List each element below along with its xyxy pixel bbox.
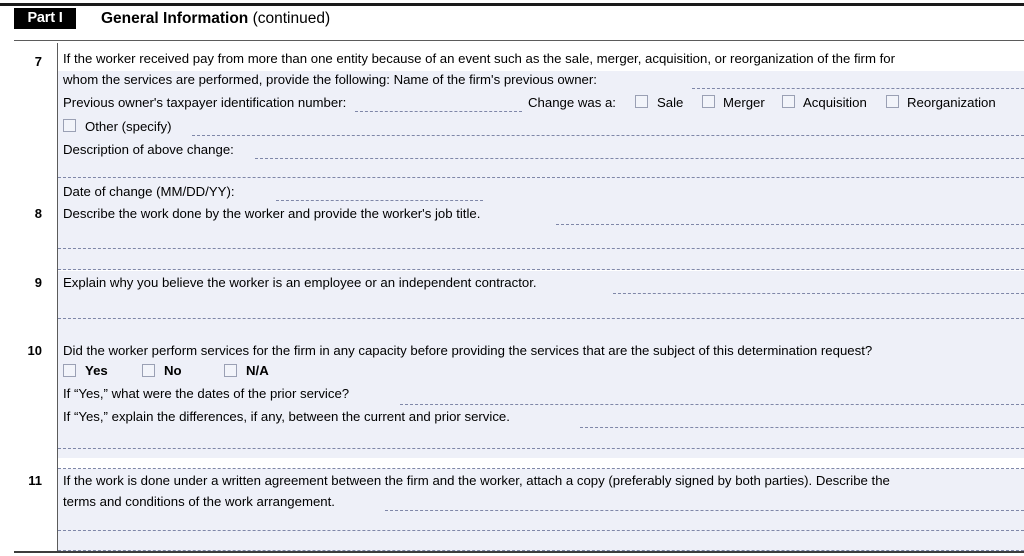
input-line-item-10-sub1[interactable] bbox=[400, 404, 1024, 405]
input-line-item-9-2[interactable] bbox=[58, 318, 1024, 319]
field-shade-8-row2 bbox=[58, 228, 1024, 270]
item-9-text-line1: Explain why you believe the worker is an employee or an independent contractor. bbox=[63, 275, 537, 290]
label-description-of-change: Description of above change: bbox=[63, 142, 234, 157]
label-change-other: Other (specify) bbox=[85, 119, 172, 134]
item-number-8: 8 bbox=[34, 206, 42, 221]
checkbox-prior-service-no[interactable] bbox=[142, 364, 155, 377]
item-7-text-line1: If the worker received pay from more than one entity because of an event such as the sale, merger, acquisition, or reorganization of the firm for bbox=[63, 51, 895, 66]
page-title bbox=[101, 8, 330, 29]
label-change-reorganization: Reorganization bbox=[907, 95, 996, 110]
item-8-text-line1: Describe the work done by the worker and provide the worker's job title. bbox=[63, 206, 481, 221]
label-previous-owner-tin: Previous owner's taxpayer identification number: bbox=[63, 95, 347, 110]
item-number-9: 9 bbox=[34, 275, 42, 290]
part-header bbox=[0, 8, 1024, 36]
label-change-sale: Sale bbox=[657, 95, 684, 110]
input-line-date-of-change[interactable] bbox=[276, 200, 483, 201]
input-line-item-10-sub2-1[interactable] bbox=[580, 427, 1024, 428]
item-number-7: 7 bbox=[34, 54, 42, 69]
input-line-item-8-3[interactable] bbox=[58, 269, 1024, 270]
checkbox-change-acquisition[interactable] bbox=[782, 95, 795, 108]
label-change-merger: Merger bbox=[723, 95, 765, 110]
input-line-description-of-change-2[interactable] bbox=[58, 177, 1024, 178]
input-line-item-10-sub2-2[interactable] bbox=[58, 448, 1024, 449]
input-line-item-8-2[interactable] bbox=[58, 248, 1024, 249]
label-item-10-sub2: If “Yes,” explain the differences, if any, between the current and prior service. bbox=[63, 409, 510, 424]
input-line-item-9-1[interactable] bbox=[613, 293, 1024, 294]
input-line-item-11-2[interactable] bbox=[58, 530, 1024, 531]
label-change-was-a: Change was a: bbox=[528, 95, 616, 110]
bottom-border-rule bbox=[14, 551, 1024, 553]
label-prior-service-yes: Yes bbox=[85, 363, 108, 378]
label-date-of-change: Date of change (MM/DD/YY): bbox=[63, 184, 235, 199]
label-prior-service-no: No bbox=[164, 363, 182, 378]
item-10-text-line1: Did the worker perform services for the firm in any capacity before providing the services that are the subject of this determination request? bbox=[63, 343, 873, 358]
item-number-10: 10 bbox=[27, 343, 42, 358]
input-line-item-11-1[interactable] bbox=[385, 510, 1024, 511]
checkbox-prior-service-na[interactable] bbox=[224, 364, 237, 377]
checkbox-change-reorganization[interactable] bbox=[886, 95, 899, 108]
label-item-10-sub1: If “Yes,” what were the dates of the prior service? bbox=[63, 386, 350, 401]
form-body bbox=[0, 43, 1024, 553]
input-line-item-8-1[interactable] bbox=[556, 224, 1024, 225]
part-number-tag: Part I bbox=[14, 8, 76, 29]
header-separator-rule bbox=[14, 40, 1024, 41]
checkbox-prior-service-yes[interactable] bbox=[63, 364, 76, 377]
label-change-acquisition: Acquisition bbox=[803, 95, 867, 110]
field-shade-11-rows bbox=[58, 513, 1024, 551]
item-11-text-line2: terms and conditions of the work arrangement. bbox=[63, 494, 335, 509]
page-title-suffix: (continued) bbox=[248, 10, 331, 27]
item-7-text-line2: whom the services are performed, provide the following: Name of the firm's previous owner: bbox=[63, 72, 597, 87]
input-line-previous-owner-tin[interactable] bbox=[355, 111, 522, 112]
checkbox-change-merger[interactable] bbox=[702, 95, 715, 108]
input-line-change-other[interactable] bbox=[192, 135, 1024, 136]
input-line-previous-owner-name[interactable] bbox=[692, 88, 1024, 89]
input-line-description-of-change-1[interactable] bbox=[255, 158, 1024, 159]
top-border-rule bbox=[0, 3, 1024, 6]
label-prior-service-na: N/A bbox=[246, 363, 269, 378]
item-11-text-line1: If the work is done under a written agreement between the firm and the worker, attach a copy (preferably signed by both parties). Describe the bbox=[63, 473, 890, 488]
checkbox-change-sale[interactable] bbox=[635, 95, 648, 108]
item-number-11: 11 bbox=[28, 473, 42, 488]
page-title-main: General Information bbox=[101, 10, 249, 27]
checkbox-change-other[interactable] bbox=[63, 119, 76, 132]
